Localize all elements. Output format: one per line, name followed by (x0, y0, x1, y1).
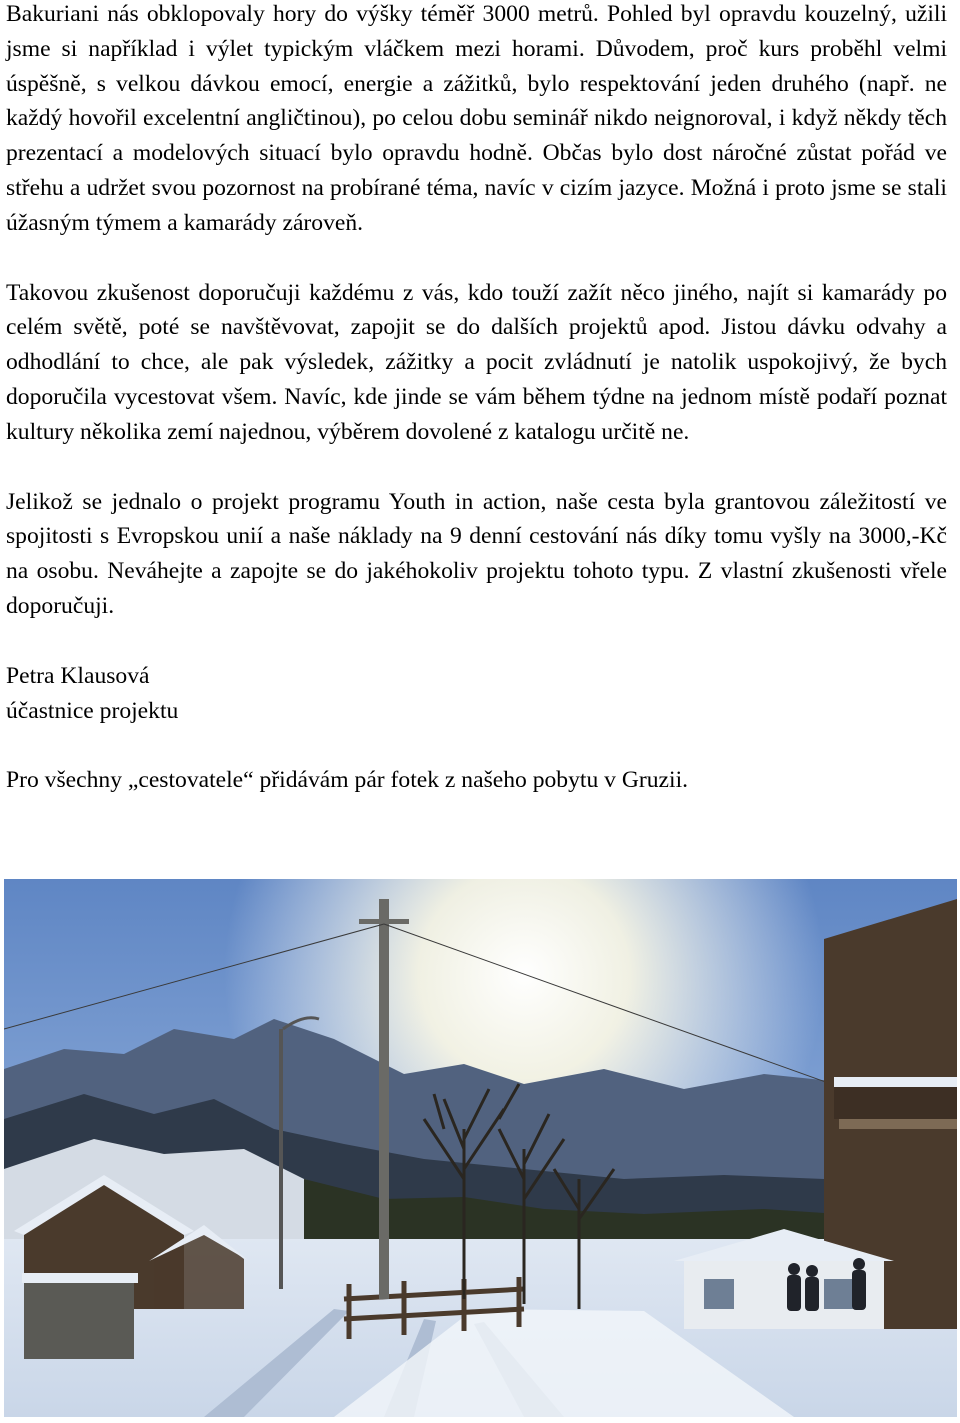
paragraph-1: Bakuriani nás obklopovaly hory do výšky téměř 3000 metrů. Pohled byl opravdu kouzelný, užili jsme si například i výlet typickým vláčkem mezi horami. Důvodem, proč kurs proběhl velmi úspěšně, s velkou dávkou emocí, energie a zážitků, bylo respektování jeden druhého (např. ne každý hovořil excelentní angličtinou), po celou dobu seminář nikdo neignoroval, i když někdy těch prezentací a modelových situací bylo opravdu hodně. Občas bylo dost náročné zůstat pořád ve střehu a udržet svou pozornost na probírané téma, navíc v cizím jazyce. Možná i proto jsme se stali úžasným týmem a kamarády zároveň. (6, 1, 947, 236)
paragraph-gap (6, 450, 947, 485)
stone-wall (24, 1279, 134, 1359)
paragraph-gap (6, 624, 947, 659)
photo-illustration (4, 879, 957, 1417)
signature-role: účastnice projektu (6, 697, 179, 724)
stone-wall-snow (22, 1273, 138, 1283)
paragraph-2: Takovou zkušenost doporučuji každému z vás, kdo touží zažít něco jiného, najít si kamarády po celém světě, poté se navštěvovat, zapojit se do dalších projektů apod. Jistou dávku odvahy a odhodlání to chce, ale pak výsledek, zážitky a pocit zvládnutí je natolik uspokojivý, že bych doporučila vycestovat všem. Navíc, kde jinde se vám během týdne na jednom místě podaří poznat kultury několika zemí najednou, výběrem dovolené z katalogu určitě ne. (6, 279, 947, 445)
signature-name: Petra Klausová (6, 662, 150, 689)
paragraph-gap (6, 241, 947, 276)
paragraph-3: Jelikož se jednalo o projekt programu Youth in action, naše cesta byla grantovou záležitostí ve spojitosti s Evropskou unií a naše náklady na 9 denní cestování nás díky tomu vyšly na 3000,-Kč na osobu. Neváhejte a zapojte se do jakéhokoliv projektu tohoto typu. Z vlastní zkušenosti vřele doporučuji. (6, 488, 947, 619)
closing-line: Pro všechny „cestovatele“ přidávám pár fotek z našeho pobytu v Gruzii. (6, 767, 689, 794)
article-text (6, 0, 947, 798)
winter-village-photo (4, 879, 957, 1417)
paragraph-gap (6, 728, 947, 763)
